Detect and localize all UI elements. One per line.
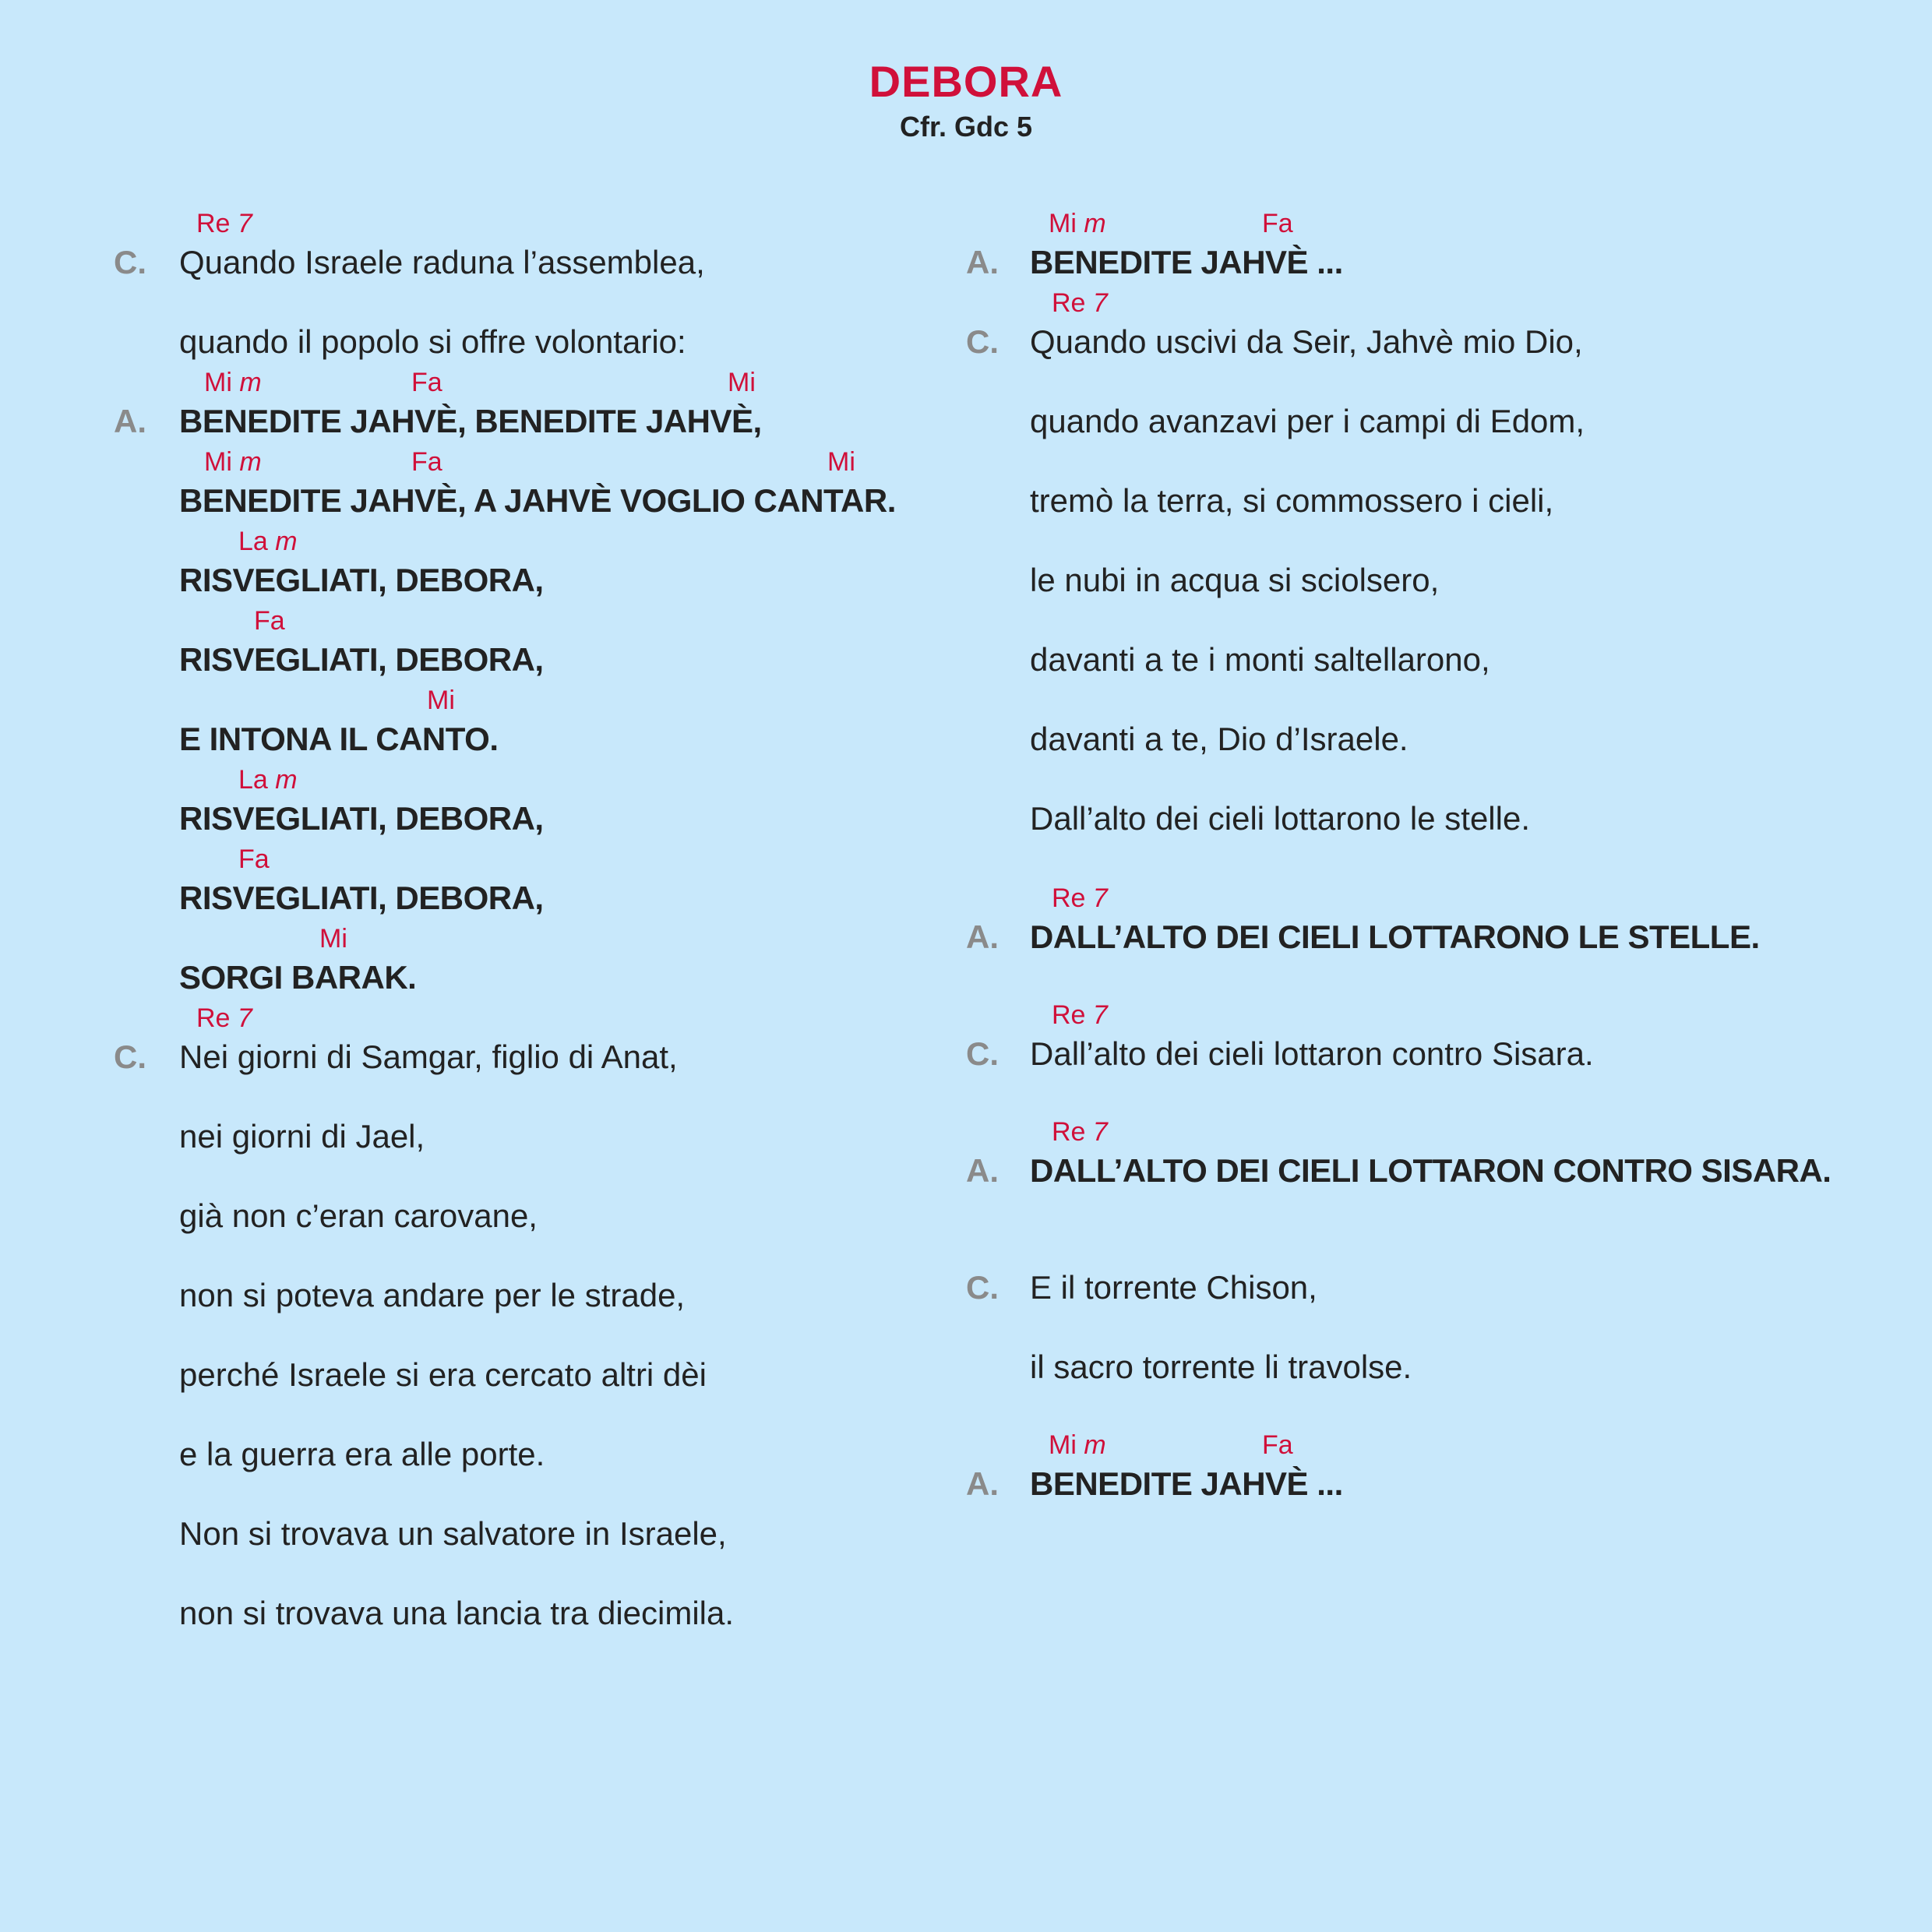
- lyric-text: e la guerra era alle porte.: [179, 1436, 545, 1472]
- role-label: A.: [966, 244, 999, 280]
- chord: Re 7: [196, 1003, 252, 1033]
- chord: Re 7: [1052, 883, 1108, 913]
- lyric-text: davanti a te, Dio d’Israele.: [1030, 721, 1408, 757]
- lyric-text: perché Israele si era cercato altri dèi: [179, 1356, 707, 1393]
- lyric-text: quando il popolo si offre volontario:: [179, 323, 686, 360]
- lyric-text: Nei giorni di Samgar, figlio di Anat,: [179, 1038, 678, 1075]
- lyric-text: non si trovava una lancia tra diecimila.: [179, 1595, 735, 1631]
- role-label: C.: [966, 323, 999, 360]
- lyric-text: DALL’ALTO DEI CIELI LOTTARON CONTRO SISARA.: [1030, 1152, 1832, 1189]
- chord: Mi: [827, 447, 855, 477]
- chord: La m: [238, 527, 298, 556]
- chord: Fa: [1262, 209, 1293, 238]
- lyric-text: E INTONA IL CANTO.: [179, 721, 499, 757]
- lyric-text: RISVEGLIATI, DEBORA,: [179, 641, 544, 678]
- chord: Re 7: [1052, 1117, 1108, 1147]
- chord: Mi m: [1049, 209, 1106, 238]
- lyric-text: il sacro torrente li travolse.: [1030, 1349, 1412, 1385]
- chord: Re 7: [1052, 288, 1108, 318]
- lyric-text: BENEDITE JAHVÈ ...: [1030, 1465, 1343, 1502]
- lyric-text: Quando Israele raduna l’assemblea,: [179, 244, 705, 280]
- lyric-text: Quando uscivi da Seir, Jahvè mio Dio,: [1030, 323, 1583, 360]
- lyric-text: SORGI BARAK.: [179, 959, 417, 996]
- lyric-text: davanti a te i monti saltellarono,: [1030, 641, 1490, 678]
- role-label: C.: [966, 1269, 999, 1306]
- lyric-text: DALL’ALTO DEI CIELI LOTTARONO LE STELLE.: [1030, 918, 1760, 955]
- lyric-text: già non c’eran carovane,: [179, 1197, 538, 1234]
- chord: Mi: [728, 368, 756, 397]
- lyric-text: RISVEGLIATI, DEBORA,: [179, 800, 544, 837]
- lyric-text: quando avanzavi per i campi di Edom,: [1030, 403, 1585, 439]
- lyric-text: BENEDITE JAHVÈ, BENEDITE JAHVÈ,: [179, 403, 762, 439]
- lyric-text: BENEDITE JAHVÈ ...: [1030, 244, 1343, 280]
- lyric-text: le nubi in acqua si sciolsero,: [1030, 562, 1440, 598]
- chord: Fa: [1262, 1430, 1293, 1460]
- chord: Fa: [238, 844, 270, 874]
- chord: Mi: [427, 686, 455, 715]
- role-label: C.: [114, 1038, 146, 1075]
- chord: Mi m: [1049, 1430, 1106, 1460]
- role-label: A.: [114, 403, 146, 439]
- role-label: C.: [114, 244, 146, 280]
- song-reference: Cfr. Gdc 5: [899, 111, 1033, 143]
- chord: Re 7: [196, 209, 252, 238]
- lyric-text: RISVEGLIATI, DEBORA,: [179, 562, 544, 598]
- lyric-text: tremò la terra, si commossero i cieli,: [1030, 482, 1554, 519]
- chord: Mi: [319, 924, 347, 954]
- role-label: A.: [966, 1465, 999, 1502]
- lyric-text: Dall’alto dei cieli lottaron contro Sisara.: [1030, 1035, 1594, 1072]
- lyric-text: Dall’alto dei cieli lottarono le stelle.: [1030, 800, 1530, 837]
- role-label: A.: [966, 1152, 999, 1189]
- chord: Fa: [411, 368, 442, 397]
- lyric-text: BENEDITE JAHVÈ, A JAHVÈ VOGLIO CANTAR.: [179, 482, 896, 519]
- chord: Mi m: [204, 447, 262, 477]
- chord: Mi m: [204, 368, 262, 397]
- chord: Re 7: [1052, 1000, 1108, 1030]
- song-title: DEBORA: [869, 57, 1063, 106]
- role-label: A.: [966, 918, 999, 955]
- lyric-text: nei giorni di Jael,: [179, 1118, 425, 1155]
- chord: Fa: [411, 447, 442, 477]
- lyric-text: E il torrente Chison,: [1030, 1269, 1317, 1306]
- chord: Fa: [254, 606, 285, 636]
- role-label: C.: [966, 1035, 999, 1072]
- lyric-text: Non si trovava un salvatore in Israele,: [179, 1515, 727, 1552]
- chord: La m: [238, 765, 298, 795]
- lyric-text: non si poteva andare per le strade,: [179, 1277, 686, 1313]
- lyric-text: RISVEGLIATI, DEBORA,: [179, 880, 544, 916]
